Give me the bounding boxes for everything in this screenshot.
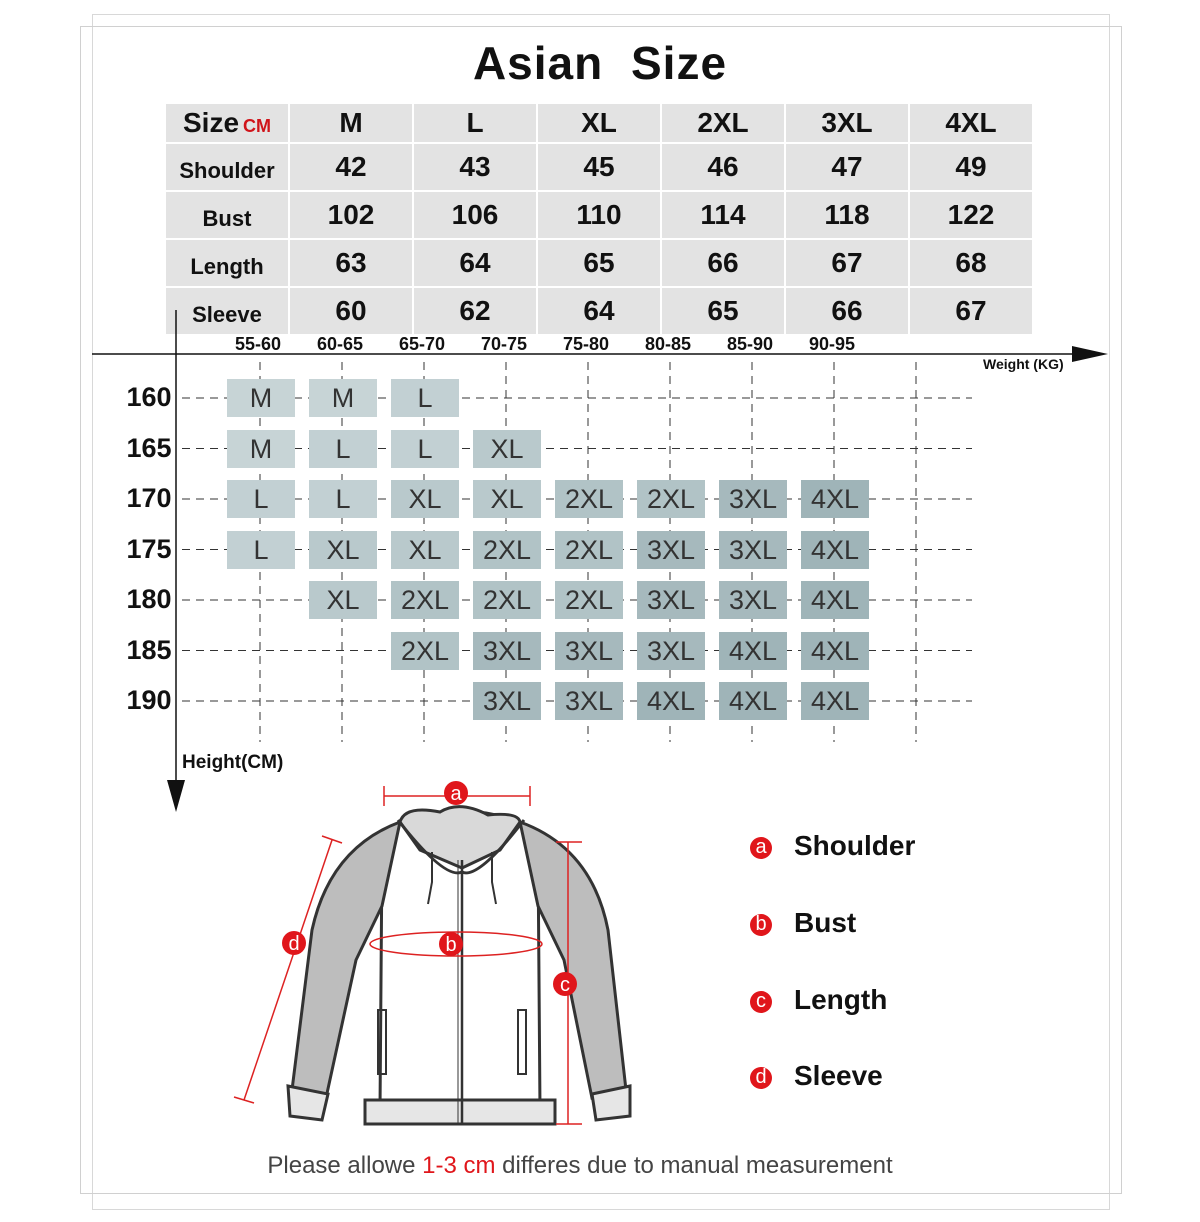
size-cell: 2XL — [473, 581, 541, 619]
size-cell: XL — [473, 430, 541, 468]
height-label: 185 — [126, 634, 172, 665]
weight-range-label: 55-60 — [234, 334, 282, 354]
legend-item-length — [750, 984, 887, 1016]
size-cell: 2XL — [555, 581, 623, 619]
table-cell: 62 — [414, 288, 536, 334]
legend-label: Shoulder — [794, 830, 916, 861]
size-cell: L — [227, 531, 295, 569]
size-header-label: Size — [182, 107, 240, 138]
size-cell: 4XL — [801, 682, 869, 720]
legend-item-sleeve — [750, 1060, 883, 1092]
row-label: Sleeve — [166, 288, 288, 334]
size-col-header: L — [414, 104, 536, 142]
table-cell: 102 — [290, 192, 412, 238]
hoodie-illustration — [288, 807, 630, 1124]
legend-item-bust — [750, 907, 856, 939]
marker-d-badge — [282, 931, 306, 955]
size-cell: 2XL — [391, 632, 459, 670]
table-cell: 67 — [786, 240, 908, 286]
size-cell: 2XL — [555, 531, 623, 569]
marker-b-label: b — [445, 934, 457, 956]
size-cell: 4XL — [801, 632, 869, 670]
page-title: Asian Size — [472, 37, 728, 89]
weight-range-label: 90-95 — [808, 334, 856, 354]
size-cell: 4XL — [719, 632, 787, 670]
marker-d-label: d — [288, 933, 300, 955]
size-cell: 2XL — [391, 581, 459, 619]
size-cell: 2XL — [555, 480, 623, 518]
row-label: Shoulder — [166, 144, 288, 190]
size-cell: 4XL — [801, 531, 869, 569]
height-label: 180 — [126, 584, 172, 614]
size-col-header: XL — [538, 104, 660, 142]
table-cell: 42 — [290, 144, 412, 190]
table-cell: 47 — [786, 144, 908, 190]
marker-a-label: a — [450, 783, 462, 805]
size-cell: L — [309, 480, 377, 518]
marker-a-badge — [444, 781, 468, 805]
size-cell: XL — [391, 480, 459, 518]
size-cell: 3XL — [555, 682, 623, 720]
size-cell: 3XL — [719, 581, 787, 619]
size-col-header: 4XL — [910, 104, 1032, 142]
table-cell: 64 — [414, 240, 536, 286]
table-cell: 66 — [662, 240, 784, 286]
marker-b-icon: b — [750, 914, 772, 936]
size-cell: 3XL — [637, 581, 705, 619]
table-cell: 45 — [538, 144, 660, 190]
height-label: 170 — [126, 483, 172, 513]
size-cell: L — [391, 379, 459, 417]
weight-range-label: 60-65 — [316, 334, 364, 354]
row-label: Bust — [166, 192, 288, 238]
note-highlight: 1-3 cm — [422, 1152, 496, 1179]
table-cell: 49 — [910, 144, 1032, 190]
note-text-before: Please allowe — [267, 1152, 423, 1179]
size-cell: L — [309, 430, 377, 468]
legend-label: Sleeve — [794, 1060, 883, 1091]
size-cell: 3XL — [555, 632, 623, 670]
table-cell: 122 — [910, 192, 1032, 238]
size-cell: 3XL — [473, 682, 541, 720]
size-cell: 4XL — [801, 581, 869, 619]
size-cell: 3XL — [637, 531, 705, 569]
size-cell: M — [227, 379, 295, 417]
size-unit-label: CM — [243, 116, 272, 136]
legend-label: Length — [794, 984, 888, 1015]
table-cell: 118 — [786, 192, 908, 238]
marker-c-badge — [553, 972, 577, 996]
size-cell: M — [309, 379, 377, 417]
size-cell: XL — [309, 581, 377, 619]
weight-axis-label: Weight (KG) — [983, 356, 1064, 372]
size-cell: 4XL — [719, 682, 787, 720]
size-cell: M — [227, 430, 295, 468]
size-cell: 3XL — [473, 632, 541, 670]
measurement-note — [0, 1152, 1160, 1180]
table-cell: 43 — [414, 144, 536, 190]
weight-range-label: 75-80 — [562, 334, 610, 354]
marker-d-icon: d — [750, 1067, 772, 1089]
table-cell: 63 — [290, 240, 412, 286]
table-cell: 67 — [910, 288, 1032, 334]
size-cell: XL — [309, 531, 377, 569]
height-label: 165 — [126, 432, 172, 463]
table-cell: 60 — [290, 288, 412, 334]
row-label: Length — [166, 240, 288, 286]
table-cell: 110 — [538, 192, 660, 238]
table-cell: 46 — [662, 144, 784, 190]
size-cell: 3XL — [637, 632, 705, 670]
table-cell: 114 — [662, 192, 784, 238]
legend-item-shoulder — [750, 830, 915, 862]
size-cell: 2XL — [637, 480, 705, 518]
weight-range-label: 70-75 — [480, 334, 528, 354]
weight-range-label: 65-70 — [398, 334, 446, 354]
height-label: 190 — [126, 685, 172, 715]
weight-range-label: 85-90 — [726, 334, 774, 354]
size-cell: XL — [391, 531, 459, 569]
table-cell: 64 — [538, 288, 660, 334]
marker-a-icon: a — [750, 837, 772, 859]
table-cell: 65 — [662, 288, 784, 334]
size-cell: L — [227, 480, 295, 518]
height-axis-label: Height(CM) — [182, 752, 284, 773]
size-cell: 4XL — [801, 480, 869, 518]
size-cell: 2XL — [473, 531, 541, 569]
table-cell: 68 — [910, 240, 1032, 286]
marker-b-badge — [439, 932, 463, 956]
size-cell: L — [391, 430, 459, 468]
size-cell: 4XL — [637, 682, 705, 720]
size-cell: XL — [473, 480, 541, 518]
size-col-header: 3XL — [786, 104, 908, 142]
marker-c-label: c — [560, 974, 570, 996]
weight-range-label: 80-85 — [644, 334, 692, 354]
height-label: 175 — [126, 533, 172, 564]
marker-c-icon: c — [750, 991, 772, 1013]
note-text-after: differes due to manual measurement — [495, 1152, 893, 1179]
table-cell: 106 — [414, 192, 536, 238]
size-col-header: 2XL — [662, 104, 784, 142]
table-cell: 65 — [538, 240, 660, 286]
size-cell: 3XL — [719, 531, 787, 569]
legend-label: Bust — [794, 907, 857, 938]
size-col-header: M — [290, 104, 412, 142]
table-cell: 66 — [786, 288, 908, 334]
height-label: 160 — [126, 382, 172, 412]
size-cell: 3XL — [719, 480, 787, 518]
